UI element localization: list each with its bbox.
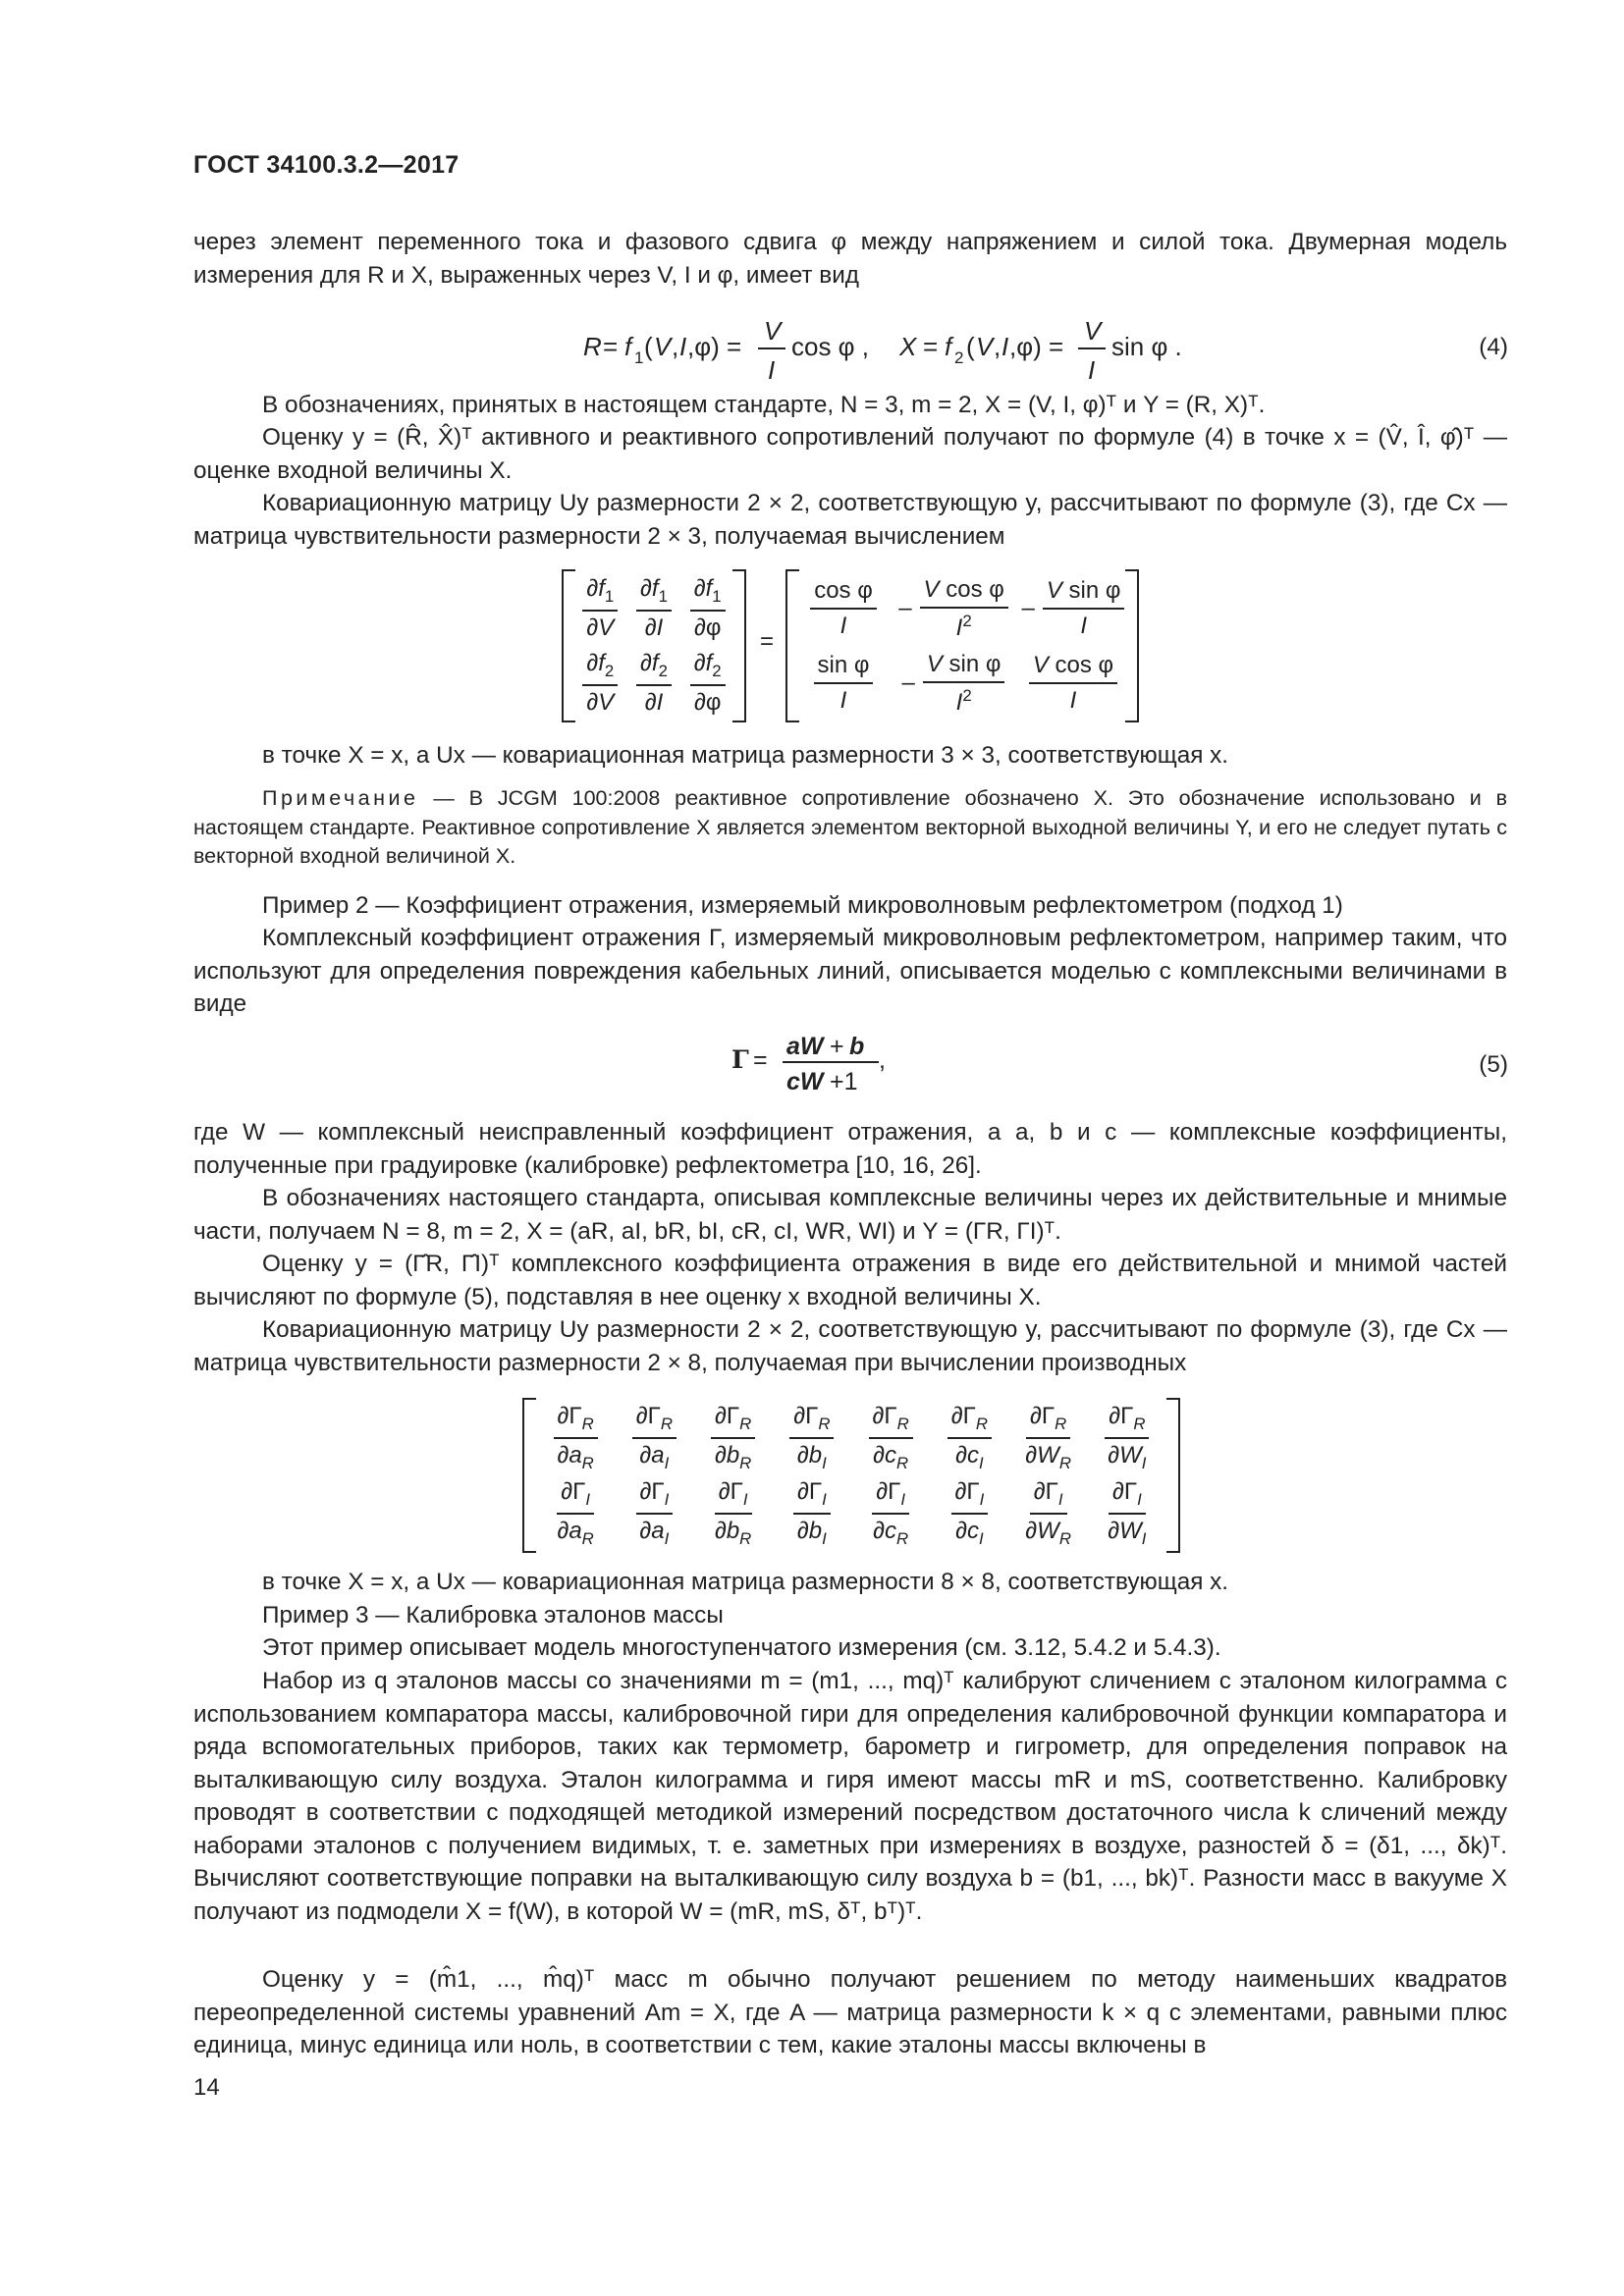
svg-text:V: V (976, 332, 994, 361)
paragraph-least-squares (193, 1963, 1507, 2062)
svg-text:,φ): ,φ) (687, 332, 720, 361)
svg-text:=: = (753, 1046, 768, 1074)
note-label: Примечание (262, 786, 419, 810)
example-title-text: Пример 2 — Коэффициент отражения, измеряемый микроволновым рефлектометром (подход 1) (262, 892, 1343, 919)
note-text: — В JCGM 100:2008 реактивное сопротивление обозначено X. Это обозначение использовано и в настоящем стандарте. Реактивное сопротивление X является элементом векторной выходной величины Y, и его не следует путать с векторной входной величиной X. (193, 786, 1507, 868)
svg-text:cos φ ,: cos φ , (791, 332, 869, 361)
svg-text:(: ( (966, 332, 975, 361)
svg-text:=: = (603, 332, 619, 361)
paragraph-text: Ковариационную матрицу Uy размерности 2 × 2, соответствующую y, рассчитывают по формуле (3), где Cx — матрица чувствительности размерности 2 × 8, получаемая при вычислении производных (193, 1316, 1507, 1376)
matrix-cell: $\frac{\partial\Gamma_R}{\partial b_I}$ (773, 1400, 851, 1475)
jacobian-matrix-left (562, 569, 746, 722)
svg-text:,φ): ,φ) (1009, 332, 1042, 361)
equation-5-svg (731, 1031, 908, 1099)
paragraph-text: Оценку y = (Γ̂R, Γ̂I)ᵀ комплексного коэффициента отражения в виде его действительной и мнимой частей вычисляют по формуле (5), подставляя в нее оценку x входной величины X. (193, 1251, 1507, 1310)
matrix-cell: $\frac{\partial\Gamma_I}{\partial a_R}$ (557, 1477, 594, 1548)
svg-text:+: + (830, 1033, 844, 1060)
matrix-cell: $\frac{\partial\Gamma_I}{\partial b_R}$ (714, 1477, 752, 1548)
svg-text:=: = (1049, 332, 1064, 361)
paragraph-notation-2 (193, 1182, 1507, 1248)
matrix-cell: $\frac{\partial\Gamma_R}{\partial W_I}$ (1088, 1400, 1166, 1475)
svg-text:,: , (879, 1046, 886, 1074)
svg-text:=: = (923, 332, 939, 361)
svg-text:(: ( (644, 332, 653, 361)
standard-code-header: ГОСТ 34100.3.2—2017 (193, 151, 460, 179)
svg-text:1: 1 (634, 348, 644, 367)
matrix-cell: $\frac{\partial\Gamma_I}{\partial W_I}$ (1108, 1477, 1147, 1548)
svg-text:V: V (1084, 316, 1102, 346)
matrix-cell: $\frac{\partial\Gamma_R}{\partial b_R}$ (694, 1400, 773, 1475)
matrix-cell: $\frac{\partial f_1}{\partial\varphi}$ (680, 571, 734, 646)
paragraph-text: через элемент переменного тока и фазового сдвига φ между напряжением и силой тока. Двумерная модель измерения для R и X, выраженных через V, I и φ, имеет вид (193, 229, 1507, 289)
matrix-cell: – $\frac{\text{V cos φ}}{I^2}$ (888, 571, 1019, 646)
svg-text:X: X (899, 332, 917, 361)
svg-text:Γ: Γ (731, 1045, 749, 1074)
paragraph-text: Ковариационную матрицу Uy размерности 2 × 2, соответствующую y, рассчитывают по формуле (3), где Cx — матрица чувствительности размерности 2 × 3, получаемая вычислением (193, 490, 1507, 550)
right-bracket (732, 569, 746, 722)
equation-4-number: (4) (1479, 334, 1508, 360)
paragraph-mass-calibration (193, 1665, 1507, 1928)
equation-5-number: (5) (1479, 1051, 1508, 1078)
matrix-cell: $\frac{\partial f_2}{\partial\varphi}$ (680, 646, 734, 721)
svg-text:I: I (1001, 332, 1009, 361)
equation-5 (731, 1031, 908, 1106)
paragraph-text: в точке X = x, а Ux — ковариационная матрица размерности 8 × 8, соответствующая x. (262, 1569, 1229, 1595)
paragraph-estimate (193, 421, 1507, 487)
svg-text:V: V (764, 316, 782, 346)
paragraph-text: В обозначениях, принятых в настоящем стандарте, N = 3, m = 2, X = (V, I, φ)ᵀ и Y = (R, X)ᵀ. (262, 392, 1266, 418)
paragraph-text: Оценку y = (m̂1, ..., m̂q)ᵀ масс m обычно получают решением по методу наименьших квадратов переопределенной системы уравнений Am = X, где A — матрица размерности k × q с элементами, равными плюс единица, минус единица или ноль, в соответствии с тем, какие эталоны массы включены в (193, 1966, 1507, 2058)
equation-4-svg (583, 312, 1192, 400)
matrix-cell: $\frac{\partial\Gamma_I}{\partial W_R}$ (1025, 1477, 1071, 1548)
paragraph-where-w (193, 1116, 1507, 1182)
svg-text:,: , (672, 332, 679, 361)
svg-text:R: R (583, 332, 602, 361)
paragraph-multistage (193, 1631, 1507, 1665)
matrix-cell: $\frac{\partial\Gamma_I}{\partial c_I}$ (930, 1475, 1008, 1551)
svg-text:2: 2 (954, 348, 964, 367)
example-title-text: Пример 3 — Калибровка эталонов массы (262, 1602, 724, 1629)
left-bracket (785, 569, 799, 722)
paragraph-intro (193, 226, 1507, 292)
matrix-cell: – $\frac{\text{V sin φ}}{I^2}$ (888, 646, 1019, 721)
paragraph-text: в точке X = x, а Ux — ковариационная матрица размерности 3 × 3, соответствующая x. (262, 742, 1229, 769)
svg-text:f: f (945, 332, 952, 361)
page-number: 14 (193, 2074, 220, 2101)
matrix-cell: $\frac{\text{sin φ}}{I}$ (799, 646, 888, 721)
right-bracket (1125, 569, 1139, 722)
svg-text:,: , (994, 332, 1001, 361)
left-bracket (522, 1398, 536, 1553)
svg-text:+1: +1 (830, 1068, 858, 1095)
matrix-cell: – $\frac{\text{V sin φ}}{I}$ (1019, 571, 1127, 646)
paragraph-text: Набор из q эталонов массы со значениями m = (m1, ..., mq)ᵀ калибруют сличением с эталоном килограмма с использованием компаратора массы, калибровочной гири для определения калибровочной функции компаратора и ряда вспомогательных приборов, таких как термометр, барометр и гигрометр, для определения поправок на выталкивающую силу воздуха. Эталон килограмма и гиря имеют массы mR и mS, соответственно. Калибровку проводят в соответствии с подходящей методикой измерений посредством достаточного числа k сличений между наборами эталонов с получением видимых, т. е. заметных при измерениях в воздухе, разностей δ = (δ1, ..., δk)ᵀ. Вычисляют соответствующие поправки на выталкивающую силу воздуха b = (b1, ..., bk)ᵀ. Разности масс в вакууме X получают из подмодели X = f(W), в которой W = (mR, mS, δᵀ, bᵀ)ᵀ. (193, 1668, 1507, 1925)
paragraph-covariance-2 (193, 1313, 1507, 1379)
paragraph-covariance (193, 487, 1507, 553)
paragraph-estimate-2 (193, 1248, 1507, 1313)
paragraph-text: Комплексный коэффициент отражения Γ, измеряемый микроволновым рефлектометром, например таким, что используют для определения повреждения кабельных линий, описывается моделью с комплексными величинами в виде (193, 925, 1507, 1017)
paragraph-at-point-2 (193, 1566, 1507, 1599)
svg-text:f: f (624, 332, 632, 361)
matrix-cell: $\frac{\text{cos φ}}{I}$ (799, 571, 888, 646)
matrix-cell: $\frac{\partial\Gamma_R}{\partial W_R}$ (1025, 1402, 1071, 1472)
svg-text:aW: aW (786, 1033, 824, 1060)
paragraph-reflection (193, 922, 1507, 1021)
note-block (193, 784, 1507, 872)
svg-text:I: I (679, 332, 687, 361)
paragraph-at-point (193, 739, 1507, 773)
matrix-cell: $\frac{\partial\Gamma_I}{\partial c_R}$ (873, 1477, 909, 1548)
paragraph-text: где W — комплексный неисправленный коэффициент отражения, а a, b и c — комплексные коэффициенты, полученные при градуировке (калибровке) рефлектометра [10, 16, 26]. (193, 1119, 1507, 1179)
svg-text:b: b (849, 1033, 865, 1060)
matrix-cell: $\frac{\partial f_2}{\partial V}$ (573, 646, 627, 721)
svg-text:I: I (768, 355, 776, 385)
matrix-cell: $\frac{\partial f_2}{\partial I}$ (627, 646, 681, 721)
right-bracket (1166, 1398, 1180, 1553)
svg-text:cW: cW (786, 1068, 824, 1095)
matrix-cell: $\frac{\partial\Gamma_R}{\partial a_I}$ (615, 1400, 693, 1475)
svg-text:I: I (1088, 355, 1096, 385)
paragraph-text: В обозначениях настоящего стандарта, описывая комплексные величины через их действительные и мнимые части, получаем N = 8, m = 2, X = (aR, aI, bR, bI, cR, cI, WR, WI) и Y = (ΓR, ΓI)ᵀ. (193, 1185, 1507, 1245)
paragraph-text: Этот пример описывает модель многоступенчатого измерения (см. 3.12, 5.4.2 и 5.4.3). (262, 1634, 1221, 1661)
paragraph-text: Оценку y = (R̂, X̂)ᵀ активного и реактивного сопротивлений получают по формуле (4) в точке x = (V̂, Î, φ̂)ᵀ — оценке входной величины X. (193, 424, 1507, 484)
jacobian-matrix-gamma (522, 1398, 1180, 1553)
matrix-cell: $\frac{\partial\Gamma_R}{\partial c_I}$ (930, 1400, 1008, 1475)
equals-sign: = (760, 628, 775, 655)
svg-text:=: = (727, 332, 742, 361)
matrix-cell: $\frac{\partial\Gamma_I}{\partial a_I}$ (615, 1475, 693, 1551)
matrix-cell: $\frac{\partial\Gamma_R}{\partial a_R}$ (536, 1400, 615, 1475)
matrix-cell: $\frac{\partial f_1}{\partial V}$ (573, 571, 627, 646)
example-3-title (193, 1599, 1507, 1632)
matrix-cell: $\frac{\partial\Gamma_I}{\partial b_I}$ (773, 1475, 851, 1551)
matrix-cell: $\frac{\text{V cos φ}}{I}$ (1019, 646, 1127, 721)
matrix-cell: $\frac{\partial f_1}{\partial I}$ (627, 571, 681, 646)
matrix-cell: $\frac{\partial\Gamma_R}{\partial c_R}$ (851, 1400, 930, 1475)
example-2-title (193, 889, 1507, 923)
paragraph-notation (193, 389, 1507, 422)
svg-text:V: V (654, 332, 672, 361)
svg-text:sin φ .: sin φ . (1111, 332, 1182, 361)
jacobian-matrix-right (785, 569, 1139, 722)
